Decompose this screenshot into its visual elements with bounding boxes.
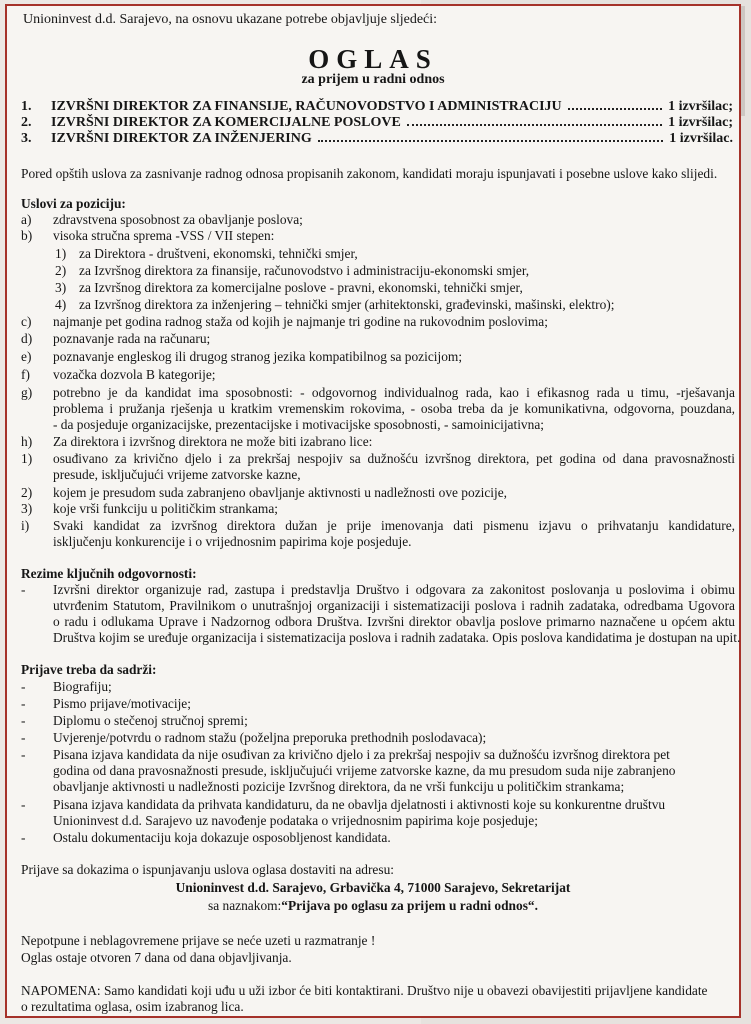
condition-subitem: za Izvršnog direktora za komercijalne poslove - pravni, ekonomski, tehnički smjer,	[79, 280, 523, 295]
responsibilities-heading: Rezime ključnih odgovornosti:	[21, 566, 197, 581]
list-marker: 3)	[21, 501, 33, 516]
list-marker: f)	[21, 367, 30, 382]
list-marker: g)	[21, 385, 33, 400]
condition-text-line: presude, isključujući vrijeme zatvorske kazne,	[53, 467, 301, 482]
list-marker: -	[21, 730, 26, 745]
position-row	[21, 115, 733, 131]
condition-text: vozačka dozvola B kategorije;	[53, 367, 216, 382]
submission-intro: Prijave sa dokazima o ispunjavanju uslova oglasa dostaviti na adresu:	[21, 862, 394, 877]
list-marker: b)	[21, 228, 33, 243]
application-item-line: Pisana izjava kandidata da prihvata kandidaturu, da ne obavlja djelatnosti i aktivnosti koje su konkurentne društvu	[53, 797, 666, 812]
dot-leader	[568, 108, 662, 110]
applications-heading: Prijave treba da sadrži:	[21, 662, 157, 677]
condition-text: zdravstvena sposobnost za obavljanje poslova;	[53, 212, 303, 227]
responsibilities-line: utvrđenim Statutom, Pravilnikom o unutrašnjoj organizaciji i sistematizaciji poslova i radnih zadataka, odredbama Ugovora	[53, 598, 735, 613]
submission-label-text: “Prijava po oglasu za prijem u radni odnos“.	[281, 898, 538, 913]
list-marker: 4)	[55, 297, 67, 312]
list-marker: 1)	[21, 451, 33, 466]
list-marker: a)	[21, 212, 32, 227]
list-marker: -	[21, 582, 26, 597]
position-count: 1 izvršilac;	[668, 115, 733, 130]
condition-text-line: osuđivano za krivično djelo i za prekršaj nespojiv sa dužnošću izvršnog direktora, pet godina od dana pravosnažnosti	[53, 451, 735, 466]
condition-text: najmanje pet godina radnog staža od kojih je najmanje tri godine na rukovodnim poslovima;	[53, 314, 548, 329]
list-marker: c)	[21, 314, 32, 329]
condition-text: Za direktora i izvršnog direktora ne može biti izabrano lice:	[53, 434, 373, 449]
position-count: 1 izvršilac.	[669, 131, 733, 146]
list-marker: 1)	[55, 246, 67, 261]
list-marker: -	[21, 696, 26, 711]
condition-text: kojem je presudom suda zabranjeno obavljanje aktivnosti u nadležnosti ove pozicije,	[53, 485, 508, 500]
application-item: Diplomu o stečenoj stručnoj spremi;	[53, 713, 248, 728]
responsibilities-line: Društva kojim se uređuje organizacija i sistematizacija poslova i radnih zadataka. Opis poslova kandidatima je dostupan na upit.	[53, 630, 741, 645]
list-marker: -	[21, 713, 26, 728]
list-marker: -	[21, 747, 26, 762]
note-line: o rezultatima oglasa, osim izabranog lica.	[21, 999, 244, 1014]
conditions-heading: Uslovi za poziciju:	[21, 196, 126, 211]
intro-line: Unioninvest d.d. Sarajevo, na osnovu ukazane potrebe objavljuje sljedeći:	[23, 12, 438, 27]
application-item-line: Unioninvest d.d. Sarajevo uz navođenje podataka o vrijednosnim papirima koje posjeduje;	[53, 813, 538, 828]
condition-text: poznavanje rada na računaru;	[53, 331, 211, 346]
dot-leader	[318, 140, 663, 142]
condition-text-line: - da posjeduje organizacijske, prezentacijske i motivacijske sposobnosti, - samoinicijativna;	[53, 417, 544, 432]
application-item-line: godina od dana pravosnažnosti presude, isključujući vrijeme zatvorske kazne, da mu presudom suda nije zabranjeno	[53, 763, 676, 778]
list-marker: h)	[21, 434, 33, 449]
list-marker: i)	[21, 518, 30, 533]
job-advertisement	[5, 4, 741, 1018]
position-title: IZVRŠNI DIREKTOR ZA KOMERCIJALNE POSLOVE	[51, 115, 401, 130]
condition-text-line: isključenju konkurencije i o vrijednosnim papirima koje posjeduje.	[53, 534, 412, 549]
condition-subitem: za Izvršnog direktora za inženjering – tehnički smjer (arhitektonski, građevinski, mašinski, elektro);	[79, 297, 615, 312]
position-row	[21, 99, 733, 115]
dot-leader	[407, 124, 662, 126]
list-marker: -	[21, 679, 26, 694]
position-number: 1.	[21, 99, 32, 114]
position-row	[21, 131, 733, 147]
responsibilities-line: o radu i odlukama Uprave i Nadzornog odbora Društva. Izvršni direktor obavlja poslove primarno naznačene u općem aktu	[53, 614, 735, 629]
position-number: 3.	[21, 131, 32, 146]
application-item-line: obavljanje aktivnosti u nadležnosti pozicije Izvršnog direktora, da ne vrši funkciju u političkim strankama;	[53, 779, 625, 794]
condition-text-line: potrebno je da kandidat ima sposobnosti: - odgovornog individualnog rada, kao i efikasnog rada u timu, -rješavanja	[53, 385, 735, 400]
condition-text-line: problema i pružanja rješenja u kratkim vremenskim rokovima, - osoba treba da je komunikativna, odgovorna, pouzdana,	[53, 401, 735, 416]
list-marker: -	[21, 797, 26, 812]
condition-text: visoka stručna sprema -VSS / VII stepen:	[53, 228, 275, 243]
position-count: 1 izvršilac;	[668, 99, 733, 114]
submission-address: Unioninvest d.d. Sarajevo, Grbavička 4, 71000 Sarajevo, Sekretarijat	[175, 880, 571, 895]
condition-subitem: za Izvršnog direktora za finansije, računovodstvo i administraciju-ekonomski smjer,	[79, 263, 530, 278]
closing-line: Oglas ostaje otvoren 7 dana od dana objavljivanja.	[21, 950, 292, 965]
list-marker: 3)	[55, 280, 67, 295]
list-marker: -	[21, 830, 26, 845]
list-marker: e)	[21, 349, 32, 364]
position-title: IZVRŠNI DIREKTOR ZA FINANSIJE, RAČUNOVODSTVO I ADMINISTRACIJU	[51, 99, 562, 114]
application-item: Uvjerenje/potvrdu o radnom stažu (poželjna preporuka prethodnih poslodavaca);	[53, 730, 487, 745]
ad-subtitle: za prijem u radni odnos	[301, 72, 445, 87]
list-marker: d)	[21, 331, 33, 346]
condition-text: koje vrši funkciju u političkim strankama;	[53, 501, 278, 516]
closing-line: Nepotpune i neblagovremene prijave se neće uzeti u razmatranje !	[21, 933, 376, 948]
condition-text-line: Svaki kandidat za izvršnog direktora dužan je prije imenovanja dati pismenu izjavu o prihvatanju kandidature,	[53, 518, 735, 533]
application-item: Pismo prijave/motivacije;	[53, 696, 191, 711]
condition-text: poznavanje engleskog ili drugog stranog jezika kompatibilnog sa pozicijom;	[53, 349, 463, 364]
application-item: Biografiju;	[53, 679, 112, 694]
list-marker: 2)	[55, 263, 67, 278]
list-marker: 2)	[21, 485, 33, 500]
position-number: 2.	[21, 115, 32, 130]
condition-subitem: za Direktora - društveni, ekonomski, tehnički smjer,	[79, 246, 358, 261]
submission-label	[7, 898, 739, 914]
responsibilities-line: Izvršni direktor organizuje rad, zastupa i predstavlja Društvo i odgovara za zakonitost poslovanja u poslovima i obimu	[53, 582, 735, 597]
submission-label-prefix: sa naznakom:	[208, 898, 282, 913]
ad-title: OGLAS	[308, 44, 438, 74]
application-item: Ostalu dokumentaciju koja dokazuje osposobljenost kandidata.	[53, 830, 391, 845]
position-title: IZVRŠNI DIREKTOR ZA INŽENJERING	[51, 131, 312, 146]
note-line: NAPOMENA: Samo kandidati koji uđu u uži izbor će biti kontaktirani. Društvo nije u obavezi obavijestiti prijavljene kandidate	[21, 983, 708, 998]
general-conditions: Pored opštih uslova za zasnivanje radnog odnosa propisanih zakonom, kandidati moraju ispunjavati i posebne uslove kako slijedi.	[21, 166, 718, 181]
application-item-line: Pisana izjava kandidata da nije osuđivan za krivično djelo i za prekršaj nespojiv sa dužnošću izvršnog direktora pet	[53, 747, 670, 762]
